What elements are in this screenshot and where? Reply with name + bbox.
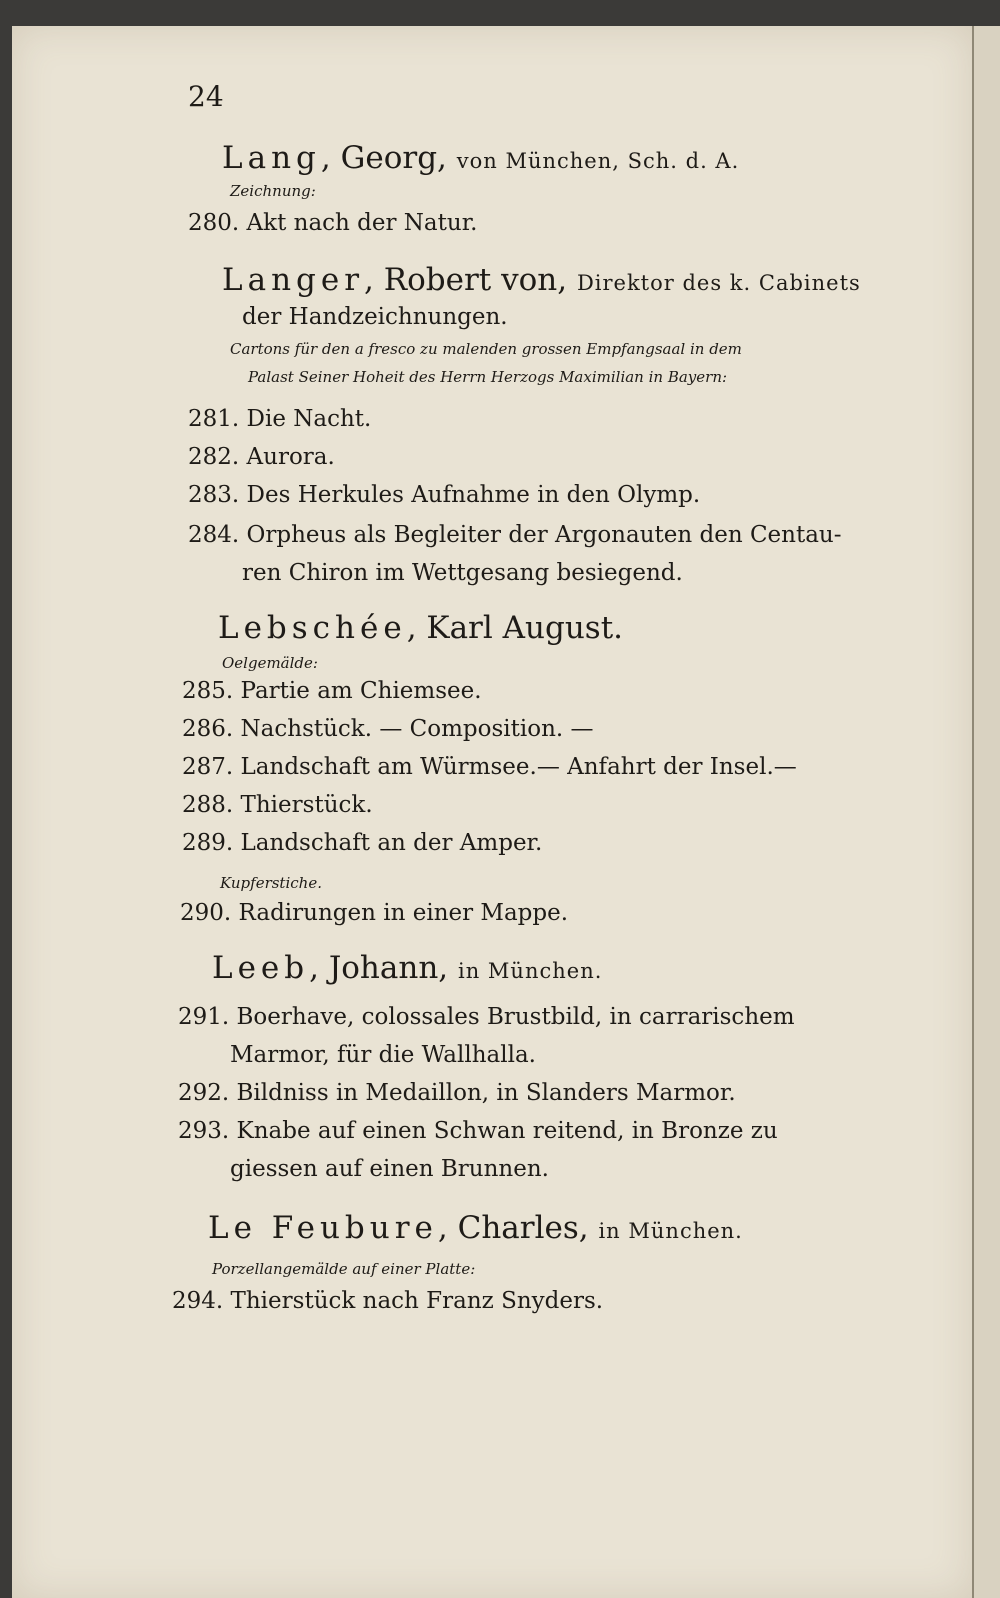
artist-name-rest: , Johann, <box>309 950 449 986</box>
catalog-entry <box>188 522 842 548</box>
entry-title: Aurora. <box>246 444 335 470</box>
artist-detail-continued: der Handzeichnungen. <box>242 304 508 330</box>
entry-number: 293. <box>178 1118 230 1144</box>
entry-number: 292. <box>178 1080 230 1106</box>
entry-number: 287. <box>182 754 234 780</box>
catalog-entry <box>178 1080 736 1106</box>
category-label: Porzellangemälde auf einer Platte: <box>212 1260 476 1278</box>
category-label: Kupferstiche. <box>220 874 322 892</box>
entry-number: 290. <box>180 900 232 926</box>
entry-number: 285. <box>182 678 234 704</box>
entry-title: Die Nacht. <box>246 406 372 432</box>
artist-name-rest: , Georg, <box>320 140 447 176</box>
entry-title: Partie am Chiemsee. <box>240 678 482 704</box>
entry-title-continued: Marmor, für die Wallhalla. <box>230 1042 536 1068</box>
artist-name-rest: , Charles, <box>437 1210 589 1246</box>
entry-title: Thierstück nach Franz Snyders. <box>230 1288 604 1314</box>
entry-number: 289. <box>182 830 234 856</box>
artist-name: Lang <box>222 140 321 176</box>
entry-title: Radirungen in einer Mappe. <box>238 900 569 926</box>
catalog-page <box>12 26 972 1598</box>
category-label: Cartons für den a fresco zu malenden grossen Empfangsaal in dem <box>230 340 742 358</box>
page-number: 24 <box>188 80 224 113</box>
artist-name: Lebschée <box>218 610 407 646</box>
catalog-entry <box>172 1288 603 1314</box>
catalog-entry <box>178 1004 795 1030</box>
catalog-entry <box>182 716 594 742</box>
entry-title: Nachstück. — Composition. — <box>240 716 594 742</box>
entry-number: 284. <box>188 522 240 548</box>
entry-number: 294. <box>172 1288 224 1314</box>
artist-detail: in München. <box>598 1219 743 1243</box>
entry-title: Knabe auf einen Schwan reitend, in Bronze zu <box>236 1118 778 1144</box>
catalog-entry <box>188 210 477 236</box>
catalog-entry <box>180 900 568 926</box>
entry-number: 281. <box>188 406 240 432</box>
entry-number: 283. <box>188 482 240 508</box>
artist-detail: von München, Sch. d. A. <box>456 149 740 173</box>
catalog-entry <box>188 482 700 508</box>
artist-name: Le Feubure <box>208 1210 438 1246</box>
artist-heading-lebschee <box>218 610 623 646</box>
entry-title: Bildniss in Medaillon, in Slanders Marmor. <box>236 1080 736 1106</box>
catalog-entry <box>182 830 542 856</box>
category-label: Zeichnung: <box>230 182 316 200</box>
artist-name-rest: , Karl August. <box>406 610 624 646</box>
catalog-entry <box>188 406 371 432</box>
entry-number: 286. <box>182 716 234 742</box>
artist-heading-le-feubure <box>208 1210 743 1246</box>
artist-name-rest: , Robert von, <box>364 262 568 298</box>
entry-number: 291. <box>178 1004 230 1030</box>
entry-title: Orpheus als Begleiter der Argonauten den Centau- <box>246 522 842 548</box>
artist-name: Leeb <box>212 950 310 986</box>
artist-heading-leeb <box>212 950 602 986</box>
artist-detail: Direktor des k. Cabinets <box>576 271 861 295</box>
adjacent-page-edge <box>972 26 1000 1598</box>
entry-title-continued: ren Chiron im Wettgesang besiegend. <box>242 560 683 586</box>
entry-title: Boerhave, colossales Brustbild, in carrarischem <box>236 1004 795 1030</box>
catalog-entry <box>188 444 335 470</box>
entry-title: Landschaft am Würmsee.— Anfahrt der Insel.— <box>240 754 797 780</box>
artist-name: Langer <box>222 262 365 298</box>
entry-number: 282. <box>188 444 240 470</box>
artist-detail: in München. <box>458 959 603 983</box>
catalog-entry <box>178 1118 778 1144</box>
entry-number: 288. <box>182 792 234 818</box>
entry-title: Landschaft an der Amper. <box>240 830 543 856</box>
catalog-entry <box>182 792 373 818</box>
artist-heading-lang <box>222 140 739 176</box>
catalog-entry <box>182 754 797 780</box>
entry-title-continued: giessen auf einen Brunnen. <box>230 1156 549 1182</box>
entry-title: Thierstück. <box>240 792 373 818</box>
entry-title: Des Herkules Aufnahme in den Olymp. <box>246 482 701 508</box>
category-label-continued: Palast Seiner Hoheit des Herrn Herzogs Maximilian in Bayern: <box>248 368 728 386</box>
artist-heading-langer <box>222 262 861 298</box>
entry-number: 280. <box>188 210 240 236</box>
catalog-entry <box>182 678 482 704</box>
entry-title: Akt nach der Natur. <box>246 210 478 236</box>
category-label: Oelgemälde: <box>222 654 318 672</box>
